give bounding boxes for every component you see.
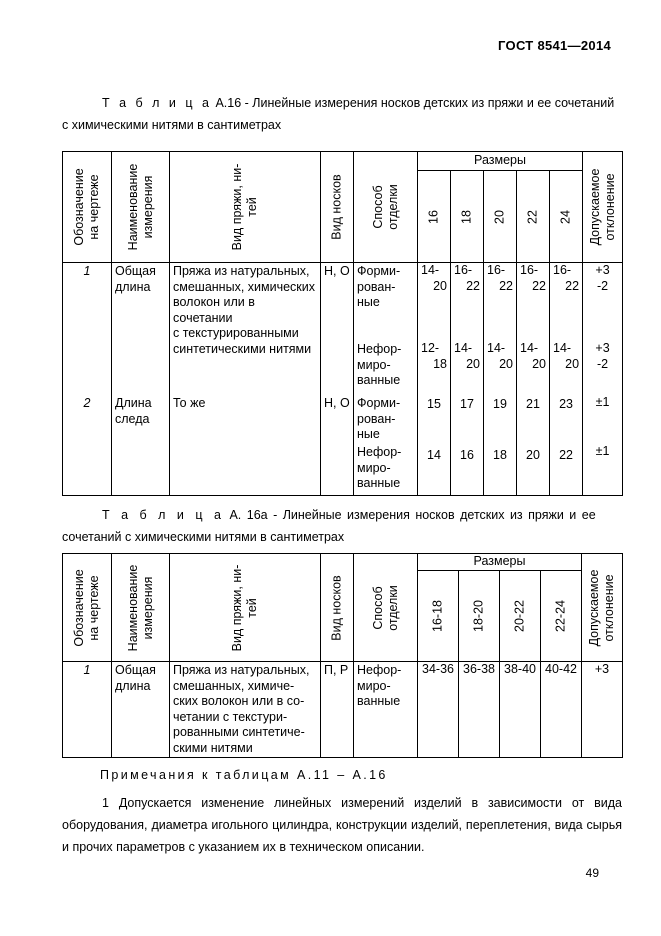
header-text: отделки: [385, 184, 400, 230]
yarn-description-line: Пряжа из натуральных,: [173, 264, 310, 278]
header-yarn-type: [170, 152, 321, 263]
row-1-size-16-18: 34-36: [418, 662, 459, 758]
row-2-size-20: [484, 395, 517, 496]
header-sizes: Размеры: [418, 152, 583, 171]
finish-method-line: ванные: [357, 476, 401, 490]
table-a16-header-row-1: [63, 152, 623, 171]
row-1-size-24: [550, 263, 583, 396]
header-text: Способ: [370, 585, 385, 630]
table-a16a-caption-line2: сочетаний с химическими нитями в сантиметрах: [62, 530, 345, 544]
header-text: Обозначение: [72, 168, 86, 246]
header-text: на чертеже: [87, 574, 101, 641]
header-finish-method: [354, 554, 418, 662]
size-range-start: 16-: [454, 263, 473, 277]
size-range-start: 14-: [553, 341, 572, 355]
size-value: 18: [493, 448, 507, 462]
size-value: 16: [460, 448, 474, 462]
size-range: [517, 341, 549, 372]
header-tolerance: [582, 554, 623, 662]
finish-method-line: рован-: [357, 411, 396, 426]
size-value: 15: [427, 397, 441, 411]
header-size-22-24: 22-24: [541, 571, 582, 662]
size-range: [550, 263, 582, 341]
size-range-end: 20: [565, 356, 580, 371]
size-range-start: 16-: [520, 263, 539, 277]
size-range: [517, 263, 549, 341]
size-value: 19: [493, 397, 507, 411]
header-size-16: 16: [418, 171, 451, 263]
table-a16: [62, 151, 623, 496]
table-a16a: [62, 553, 623, 758]
table-a16a-caption: [62, 504, 622, 548]
yarn-description-line: синтетическими нитями: [173, 341, 312, 356]
finish-method-line: ванные: [357, 694, 401, 708]
size-range: [451, 263, 483, 341]
document-code: ГОСТ 8541—2014: [498, 38, 611, 53]
table-row: [63, 263, 623, 396]
yarn-description-line: смешанных, химических: [173, 279, 315, 294]
yarn-description-line: рованными синтетиче-: [173, 725, 305, 739]
measurement-name-line: длина: [115, 678, 151, 693]
finish-method-line: миро-: [357, 357, 391, 372]
size-range-start: 14-: [487, 341, 506, 355]
row-1-finish: [354, 263, 418, 396]
tolerance-line: ±1: [595, 395, 610, 409]
header-finish-method: [354, 152, 418, 263]
header-text: Вид пряжи, ни-: [230, 564, 244, 651]
row-1-number: 1: [63, 263, 112, 396]
header-text: на чертеже: [87, 174, 101, 240]
header-text: отклонение: [602, 573, 617, 642]
header-text: тей: [245, 597, 259, 618]
size-range: [550, 341, 582, 372]
size-range-end: 20: [532, 356, 546, 371]
header-text: Наименование: [125, 564, 140, 651]
row-2-size-24: [550, 395, 583, 496]
table-a16a-caption-label: Т а б л и ц а: [102, 508, 224, 522]
finish-method-line: ные: [357, 427, 380, 441]
row-1-tolerance: +3: [582, 662, 623, 758]
table-row: [63, 662, 623, 758]
size-range-start: 14-: [454, 341, 473, 355]
header-text: отделки: [385, 584, 400, 631]
yarn-description-line: То же: [173, 396, 206, 410]
row-2-yarn: [170, 395, 321, 496]
tolerance-line: +3: [595, 263, 610, 277]
header-size-22: 22: [517, 171, 550, 263]
header-size-20-22: 20-22: [500, 571, 541, 662]
row-1-tolerance: [583, 263, 623, 396]
measurement-name-line: длина: [115, 279, 151, 294]
finish-method-line: Нефор-: [357, 445, 402, 459]
size-range-end: 22: [466, 278, 480, 293]
row-1-name: [112, 263, 170, 396]
header-size-20: 20: [484, 171, 517, 263]
table-a16-caption: [62, 92, 622, 136]
row-1-size-18: [451, 263, 484, 396]
yarn-description-line: с текстурированными: [173, 326, 299, 340]
measurement-name-line: следа: [115, 411, 150, 426]
measurement-name-line: Общая: [115, 264, 156, 278]
yarn-description-line: ских волокон или в со-: [173, 694, 305, 708]
size-value: 14: [427, 448, 441, 462]
tolerance-line: +3: [595, 341, 610, 355]
row-1-finish: [354, 662, 418, 758]
row-1-sock: Н, О: [321, 263, 354, 396]
header-text: отклонение: [602, 173, 617, 241]
size-range-start: 16-: [487, 263, 506, 277]
row-2-sock: Н, О: [321, 395, 354, 496]
header-text: Наименование: [125, 163, 140, 251]
tolerance-line: -2: [597, 278, 609, 293]
page-number: 49: [585, 866, 599, 880]
row-1-yarn: [170, 263, 321, 396]
header-size-18: 18: [451, 171, 484, 263]
header-size-16-18: 16-18: [418, 571, 459, 662]
yarn-description-line: Пряжа из натуральных,: [173, 663, 310, 677]
size-range-end: 18: [433, 356, 447, 371]
finish-method-line: Нефор-: [357, 342, 402, 356]
size-value: 22: [559, 448, 573, 462]
row-2-size-16: [418, 395, 451, 496]
header-tolerance: [583, 152, 623, 263]
row-1-sock: П, Р: [321, 662, 354, 758]
row-1-size-20: [484, 263, 517, 396]
table-a16a-caption-text: А. 16а - Линейные измерения носков детских из пряжи и ее: [223, 508, 596, 522]
row-1-name: [112, 662, 170, 758]
size-range: [484, 263, 516, 341]
header-text: тей: [245, 197, 259, 217]
size-value: 23: [559, 397, 573, 411]
header-sizes: Размеры: [418, 554, 582, 571]
size-range: [418, 263, 450, 341]
header-sock-type: [321, 554, 354, 662]
row-1-size-20-22: 38-40: [500, 662, 541, 758]
finish-method-line: Форми-: [357, 264, 401, 278]
measurement-name-line: Длина: [115, 396, 152, 410]
size-range-start: 14-: [421, 263, 440, 277]
row-1-size-22-24: 40-42: [541, 662, 582, 758]
row-1-number: 1: [63, 662, 112, 758]
finish-method-line: миро-: [357, 460, 391, 475]
table-row: [63, 395, 623, 496]
header-measurement: [112, 554, 170, 662]
table-a16-caption-text: А.16 - Линейные измерения носков детских из пряжи и ее сочетаний: [211, 96, 615, 110]
finish-method-line: ные: [357, 295, 380, 309]
table-a16-caption-label: Т а б л и ц а: [102, 96, 212, 110]
header-text: Допускаемое: [587, 168, 602, 246]
notes-text: 1 Допускается изменение линейных измерений изделий в зависимости от вида оборудования, диаметра игольного цилиндра, конструкции изделий, переплетения, вида сырья и прочих параметров с указанием их в техническом описании.: [62, 796, 622, 854]
tolerance-line: ±1: [595, 444, 610, 458]
header-text: Допускаемое: [587, 569, 602, 646]
size-range-end: 20: [433, 278, 447, 293]
row-2-number: 2: [63, 395, 112, 496]
row-1-yarn: [170, 662, 321, 758]
yarn-description-line: смешанных, химиче-: [173, 678, 295, 693]
header-text: измерения: [140, 175, 155, 239]
row-1-size-18-20: 36-38: [459, 662, 500, 758]
size-range-start: 16-: [553, 263, 572, 277]
size-range-start: 12-: [421, 341, 440, 355]
table-a16-caption-line2: с химическими нитями в сантиметрах: [62, 118, 282, 132]
header-designation: [63, 152, 112, 263]
measurement-name-line: Общая: [115, 663, 156, 677]
row-2-finish: [354, 395, 418, 496]
row-2-size-18: [451, 395, 484, 496]
finish-method-line: рован-: [357, 279, 396, 294]
size-range-start: 14-: [520, 341, 539, 355]
size-range-end: 22: [499, 278, 513, 293]
header-text: Вид носков: [329, 574, 344, 641]
size-value: 17: [460, 397, 474, 411]
header-measurement: [112, 152, 170, 263]
yarn-description-line: скими нитями: [173, 740, 253, 755]
size-range: [484, 341, 516, 372]
header-designation: [63, 554, 112, 662]
size-range: [418, 341, 450, 372]
notes-title: Примечания к таблицам А.11 – А.16: [100, 768, 388, 782]
header-size-24: 24: [550, 171, 583, 263]
header-text: Способ: [370, 185, 385, 229]
finish-method-line: миро-: [357, 678, 391, 693]
header-sock-type: [321, 152, 354, 263]
size-range: [451, 341, 483, 372]
row-2-name: [112, 395, 170, 496]
tolerance-line: -2: [597, 356, 609, 371]
size-value: 21: [526, 397, 540, 411]
header-text: Вид носков: [329, 174, 344, 240]
header-size-18-20: 18-20: [459, 571, 500, 662]
finish-method-line: ванные: [357, 373, 401, 387]
header-text: измерения: [140, 576, 155, 639]
size-range-end: 22: [532, 278, 546, 293]
header-text: Вид пряжи, ни-: [230, 163, 244, 251]
size-range-end: 20: [499, 356, 513, 371]
yarn-description-line: четании с текстури-: [173, 709, 288, 724]
header-yarn-type: [170, 554, 321, 662]
row-2-tolerance: [583, 395, 623, 496]
yarn-description-line: волокон или в сочетании: [173, 295, 255, 325]
size-range-end: 20: [466, 356, 480, 371]
finish-method-line: Форми-: [357, 396, 401, 410]
table-a16a-header-row-1: [63, 554, 623, 571]
finish-method-line: Нефор-: [357, 663, 402, 677]
row-1-size-22: [517, 263, 550, 396]
size-value: 20: [526, 448, 540, 462]
row-2-size-22: [517, 395, 550, 496]
row-1-size-16: [418, 263, 451, 396]
header-text: Обозначение: [72, 568, 86, 647]
size-range-end: 22: [565, 278, 580, 293]
